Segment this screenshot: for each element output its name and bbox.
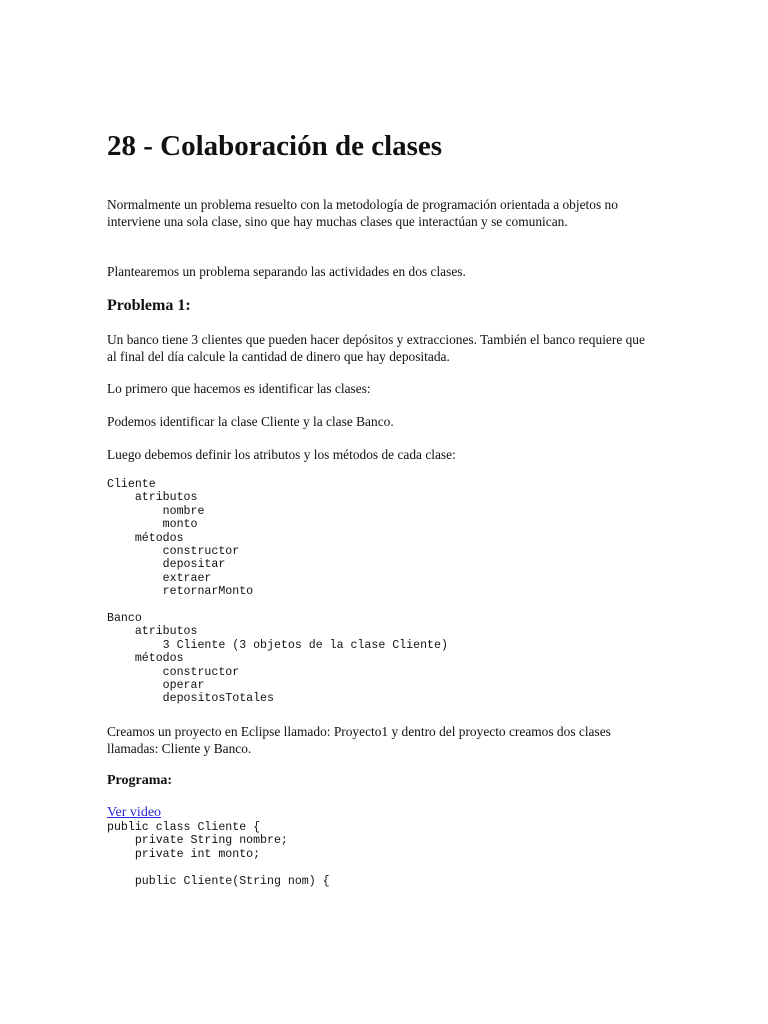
plantear-paragraph: Plantearemos un problema separando las actividades en dos clases. <box>107 264 466 279</box>
cliente-source-code: public class Cliente { private String nombre; private int monto; public Cliente(String nom) { <box>107 821 330 888</box>
intro-paragraph: Normalmente un problema resuelto con la metodología de programación orientada a objetos no interviene una sola clase, sino que hay muchas clases que interactúan y se comunican. <box>107 197 618 229</box>
definir-atributos-paragraph: Luego debemos definir los atributos y los métodos de cada clase: <box>107 447 456 462</box>
problema-heading: Problema 1: <box>107 297 191 314</box>
clases-identificadas-paragraph: Podemos identificar la clase Cliente y la clase Banco. <box>107 414 394 429</box>
ver-video-link[interactable]: Ver video <box>107 805 162 820</box>
eclipse-paragraph: Creamos un proyecto en Eclipse llamado: Proyecto1 y dentro del proyecto creamos dos clases llamadas: Cliente y Banco. <box>107 724 611 756</box>
enunciado-paragraph: Un banco tiene 3 clientes que pueden hacer depósitos y extracciones. También el banco requiere que al final del día calcule la cantidad de dinero que hay depositada. <box>107 332 645 364</box>
identificar-clases-paragraph: Lo primero que hacemos es identificar las clases: <box>107 381 371 396</box>
page-title: 28 - Colaboración de clases <box>107 130 443 162</box>
banco-class-outline: Banco atributos 3 Cliente (3 objetos de la clase Cliente) métodos constructor operar depositosTotales <box>107 612 448 706</box>
cliente-class-outline: Cliente atributos nombre monto métodos constructor depositar extraer retornarMonto <box>107 478 254 599</box>
programa-heading: Programa: <box>107 773 173 788</box>
